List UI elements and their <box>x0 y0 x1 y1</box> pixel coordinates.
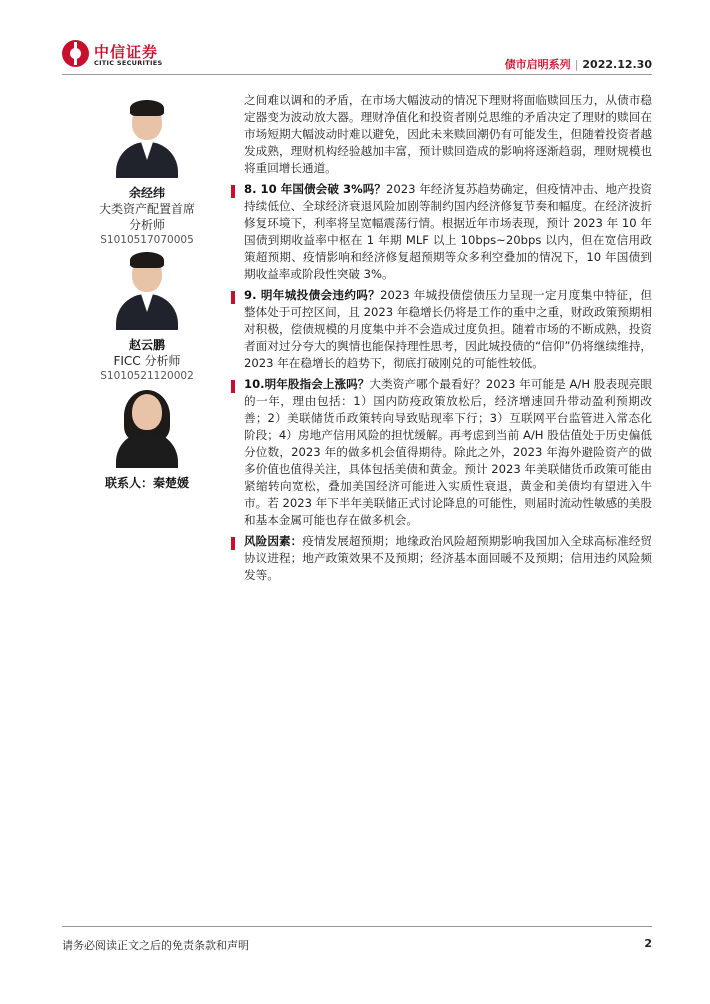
paragraph-treasury-3pct <box>244 181 652 283</box>
analyst-photo <box>112 98 182 178</box>
header-divider <box>62 74 652 75</box>
citic-logo-icon <box>62 40 89 67</box>
question-body: 2023 年经济复苏趋势确定，但疫情冲击、地产投资持续低位、全球经济衰退风险加剧等制约国内经济修复节奏和幅度。在经济波折修复环境下，利率将呈宽幅震荡行情。根据近年市场表现，预计 2023 年 10 年国债到期收益率中枢在 1 年期 MLF 以上 10bps~20bps 以内，但在宽信用政策超预期、疫情影响和经济修复超预期等众多利空叠加的情况下，10 年国债到期收益率或阶段性突破 3%。 <box>244 182 652 281</box>
footer-divider <box>62 926 652 927</box>
analyst-name: 余经纬 <box>128 186 165 200</box>
report-body <box>244 92 652 588</box>
logo-text-en: CITIC SECURITIES <box>94 59 163 67</box>
section-marker <box>231 537 235 550</box>
analyst-title: 分析师 <box>128 218 165 232</box>
report-date: 2022.12.30 <box>582 58 652 71</box>
analyst-title: 大类资产配置首席 <box>98 202 195 216</box>
paragraph-equity-index <box>244 376 652 529</box>
question-body: 大类资产哪个最看好？2023 年可能是 A/H 股表现亮眼的一年，理由包括：1）国内防疫政策放松后，经济增速回升带动盈利预期改善；2）美联储货币政策转向导致贴现率下行；3）互联网平台监管进入常态化阶段；4）房地产信用风险的担忧缓解。再考虑到当前 A/H 股估值处于历史偏低分位数，2023 年的做多机会值得期待。除此之外，2023 年海外避险资产的做多价值也值得关注，具体包括美债和黄金。预计 2023 年美联储货币政策可能由紧缩转向宽松，叠加美国经济可能进入实质性衰退，黄金和美债均有望进入牛市。若 2023 年下半年美联储正式讨论降息的可能性，则届时流动性敏感的美股和基本金属可能也存在做多机会。 <box>244 377 652 527</box>
question-heading: 9. 明年城投债会违约吗？ <box>244 288 381 302</box>
analyst-photo <box>112 250 182 330</box>
section-marker <box>231 185 235 198</box>
question-heading: 10.明年股指会上涨吗？ <box>244 377 370 391</box>
analyst-license-id: S1010521120002 <box>100 370 194 382</box>
analyst-title: FICC 分析师 <box>113 354 181 368</box>
section-marker <box>231 291 235 304</box>
paragraph-wealth-management: 之间难以调和的矛盾，在市场大幅波动的情况下理财将面临赎回压力，从债市稳定器变为波动放大器。理财净值化和投资者刚兑思维的矛盾决定了理财的赎回在市场短期大幅波动时难以避免，因此未来赎回潮仍有可能发生，但随着投资者越发成熟，理财机构经验越加丰富，预计赎回造成的影响将逐渐趋弱，理财规模也将重回增长通道。 <box>244 93 652 175</box>
paragraph-lgfv-default <box>244 287 652 372</box>
header-series-date <box>505 56 652 72</box>
risk-body: 疫情发展超预期；地缘政治风险超预期影响我国加入全球高标准经贸协议进程；地产政策效果不及预期；经济基本面回暖不及预期；信用违约风险频发等。 <box>244 534 652 582</box>
contact-photo <box>112 388 182 468</box>
paragraph-risk-factors <box>244 533 652 584</box>
analyst-license-id: S1010517070005 <box>100 234 194 246</box>
page-number: 2 <box>644 937 652 950</box>
question-body: 2023 年城投债偿债压力呈现一定月度集中特征，但整体处于可控区间，且 2023 年稳增长仍将是工作的重中之重，财政政策预期相对积极，偿债规模的月度集中并不会造成过度负担。随着市场的不断成熟，投资者面对过分夸大的舆情也能保持理性思考，因此城投债的“信仰”仍将继续维持，2023 年在稳增长的趋势下，彻底打破刚兑的可能性较低。 <box>244 288 652 370</box>
section-marker <box>231 380 235 393</box>
header-separator: | <box>574 58 579 71</box>
contact-card <box>62 388 232 491</box>
footer-disclaimer: 请务必阅读正文之后的免责条款和声明 <box>62 939 249 952</box>
series-name: 债市启明系列 <box>504 58 571 71</box>
analyst-card <box>62 250 232 382</box>
analyst-name: 赵云鹏 <box>128 338 165 352</box>
page-header <box>0 0 710 76</box>
risk-heading: 风险因素： <box>244 534 303 548</box>
citic-logo <box>62 40 162 70</box>
question-heading: 8. 10 年国债会破 3%吗？ <box>244 182 387 196</box>
analyst-card <box>62 98 232 246</box>
contact-name: 联系人：秦楚媛 <box>104 476 189 490</box>
logo-text-cn: 中信证券 <box>94 43 159 61</box>
